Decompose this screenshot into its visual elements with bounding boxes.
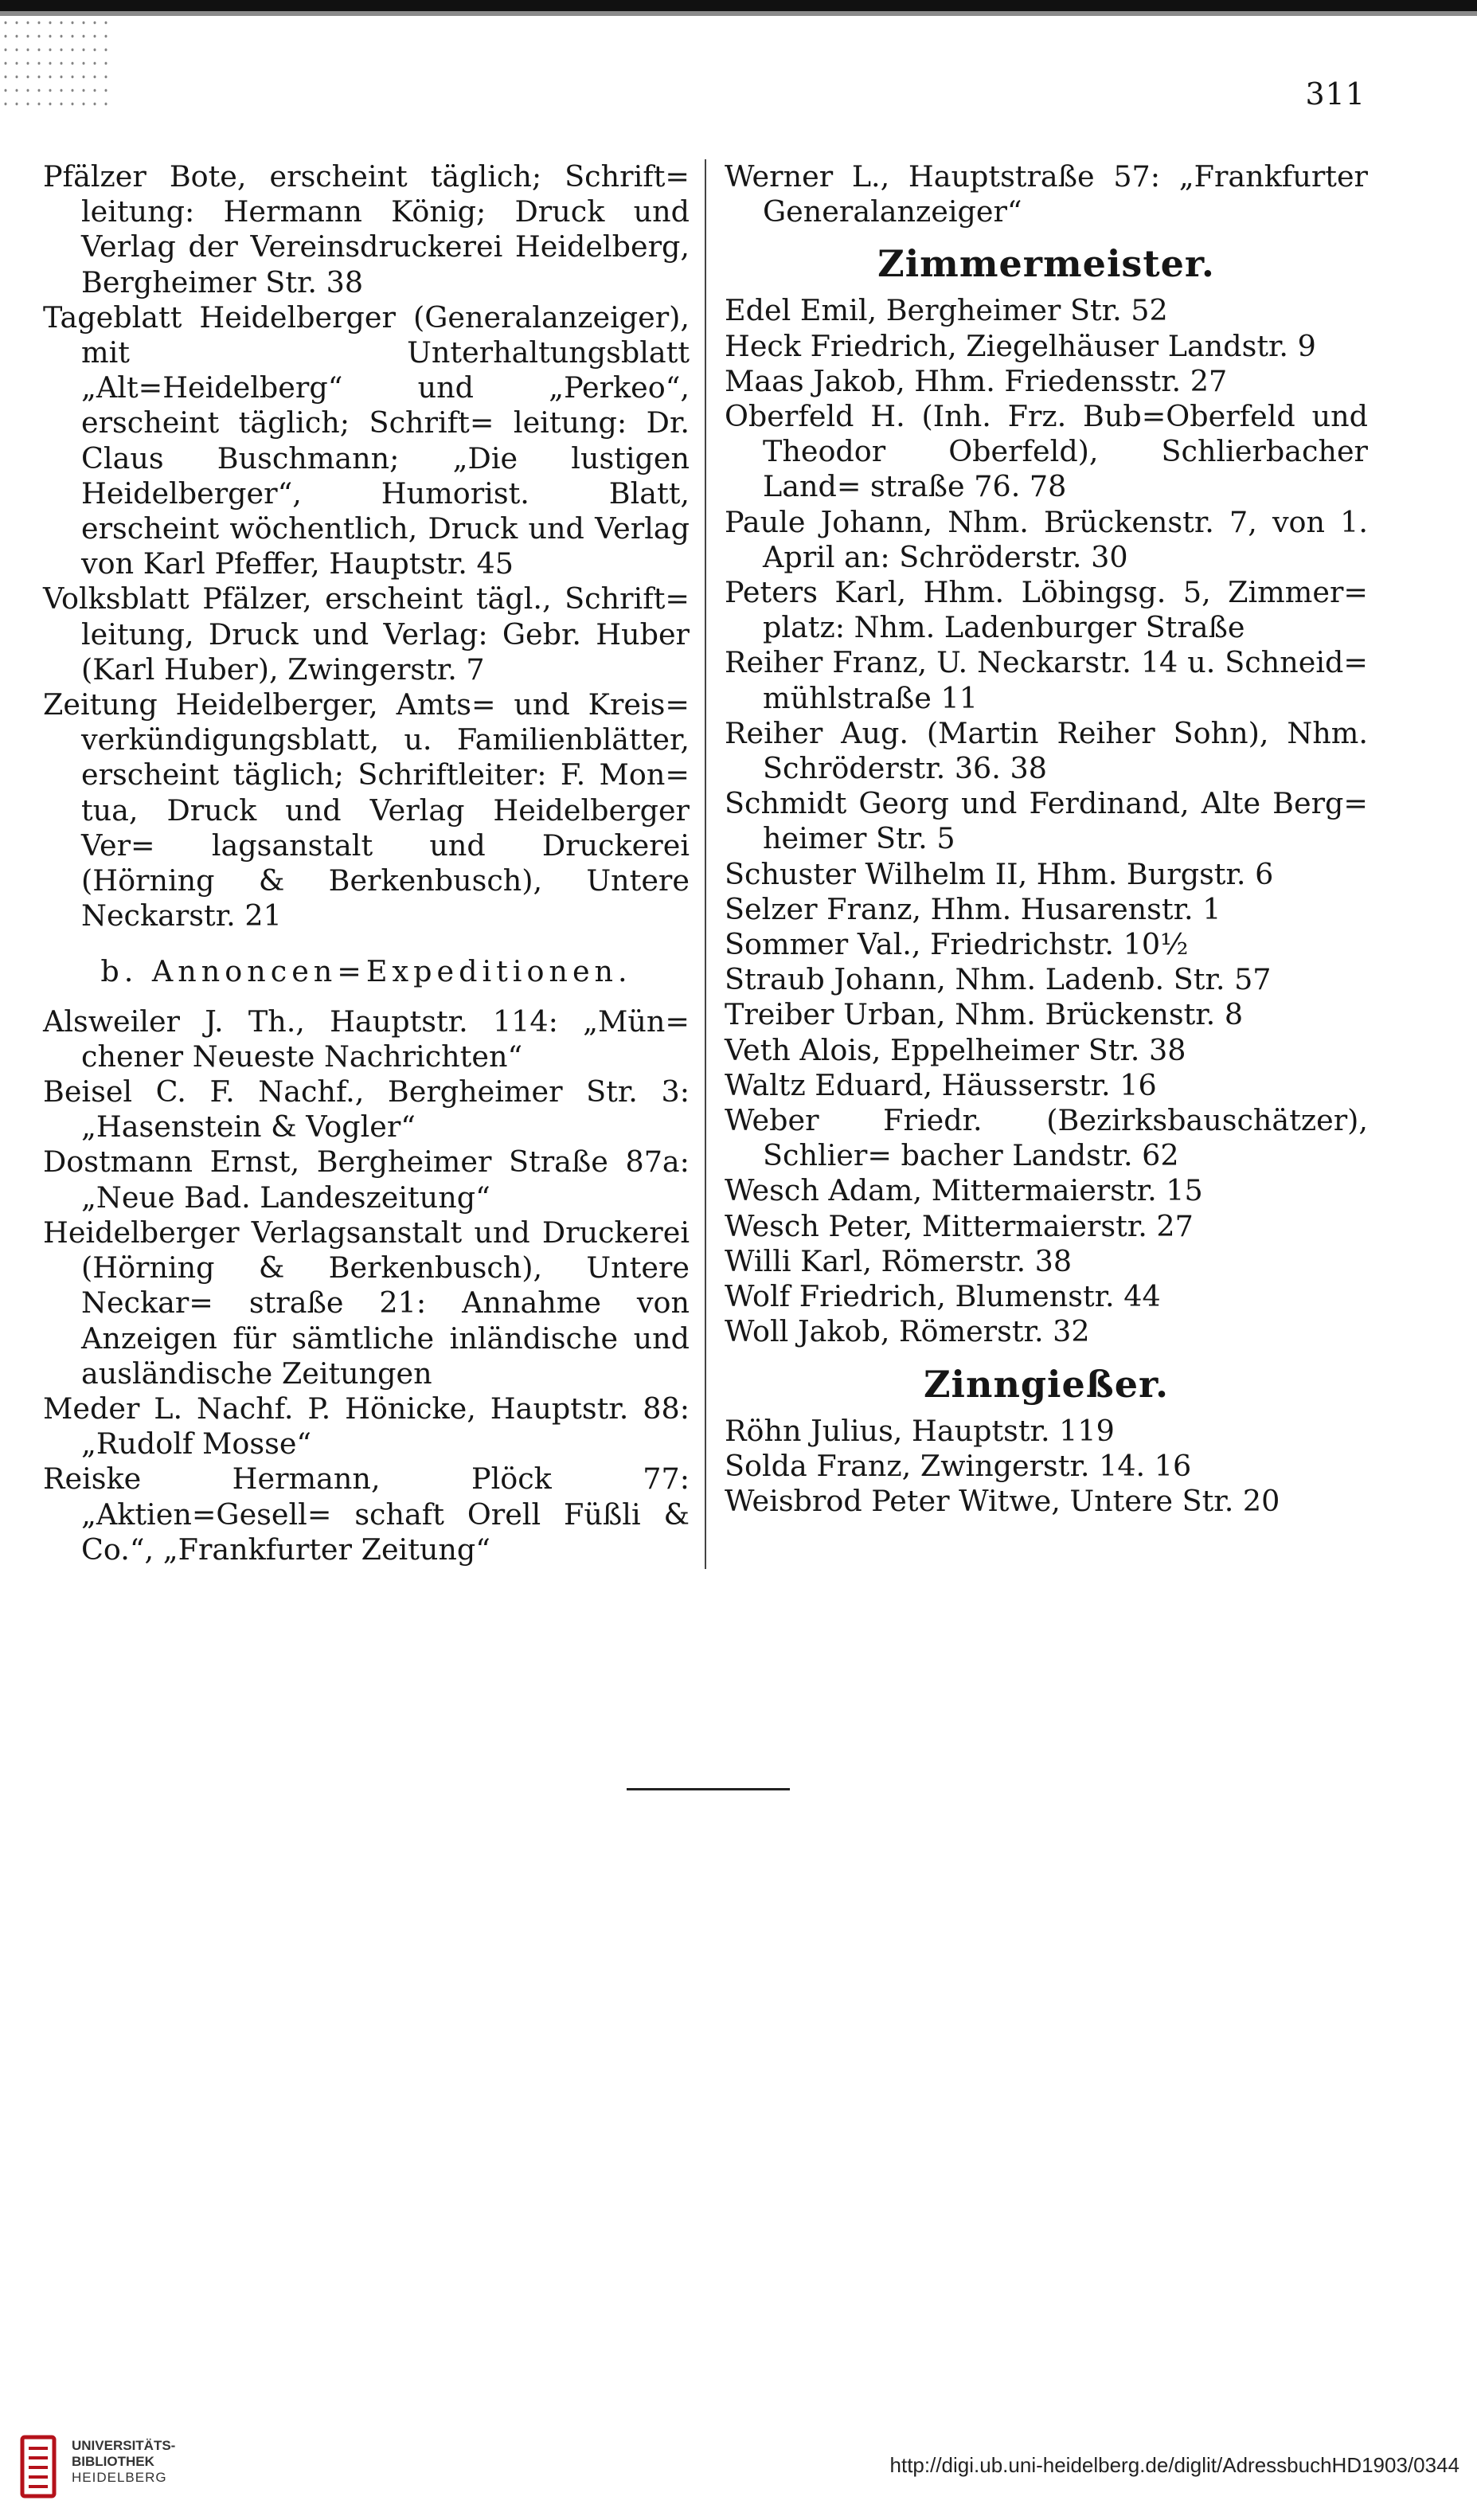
section-heading-zimmermeister: Zimmermeister. bbox=[877, 242, 1215, 286]
directory-entry: Werner L., Hauptstraße 57: „Frankfurter Generalanzeiger“ bbox=[725, 159, 1368, 229]
logo-line-2: BIBLIOTHEK bbox=[72, 2454, 154, 2469]
source-url-link[interactable]: http://digi.ub.uni-heidelberg.de/diglit/AdressbuchHD1903/0344 bbox=[889, 2453, 1459, 2477]
section-subheading: b. Annoncen=Expeditionen. bbox=[100, 954, 632, 989]
directory-entry: Alsweiler J. Th., Hauptstr. 114: „Mün= chener Neueste Nachrichten“ bbox=[43, 1004, 690, 1074]
directory-entry: Solda Franz, Zwingerstr. 14. 16 bbox=[725, 1448, 1192, 1483]
right-entries-top bbox=[725, 159, 1368, 229]
left-entries-agencies bbox=[43, 1004, 690, 1567]
library-logo-text bbox=[72, 2438, 175, 2486]
directory-entry: Reiske Hermann, Plöck 77: „Aktien=Gesell= schaft Orell Füßli & Co.“, „Frankfurter Zeitung“ bbox=[43, 1462, 690, 1567]
right-column bbox=[725, 159, 1368, 1519]
page-number: 311 bbox=[1305, 76, 1366, 112]
directory-entry: Veth Alois, Eppelheimer Str. 38 bbox=[725, 1032, 1186, 1067]
directory-entry: Wolf Friedrich, Blumenstr. 44 bbox=[725, 1279, 1161, 1314]
left-column bbox=[43, 159, 690, 1567]
directory-entry: Heidelberger Verlagsanstalt und Druckerei (Hörning & Berkenbusch), Untere Neckar= straße 21: Annahme von Anzeigen für sämtliche inländische und ausländische Zeitungen bbox=[43, 1215, 690, 1391]
logo-line-1: UNIVERSITÄTS- bbox=[72, 2438, 176, 2453]
directory-entry: Beisel C. F. Nachf., Bergheimer Str. 3: „Hasenstein & Vogler“ bbox=[43, 1074, 690, 1145]
directory-entry: Weber Friedr. (Bezirksbauschätzer), Schlier= bacher Landstr. 62 bbox=[725, 1103, 1368, 1173]
directory-entry: Röhn Julius, Hauptstr. 119 bbox=[725, 1413, 1115, 1448]
end-rule bbox=[627, 1788, 790, 1790]
right-entries-zinngiesser bbox=[725, 1414, 1368, 1520]
directory-entry: Dostmann Ernst, Bergheimer Straße 87a: „Neue Bad. Landeszeitung“ bbox=[43, 1145, 690, 1215]
library-logo-icon bbox=[18, 2431, 59, 2502]
directory-entry: Wesch Adam, Mittermaierstr. 15 bbox=[725, 1173, 1203, 1208]
directory-entry: Edel Emil, Bergheimer Str. 52 bbox=[725, 293, 1168, 328]
directory-entry: Wesch Peter, Mittermaierstr. 27 bbox=[725, 1208, 1194, 1243]
directory-entry: Sommer Val., Friedrichstr. 10½ bbox=[725, 927, 1189, 962]
logo-line-3: HEIDELBERG bbox=[72, 2470, 167, 2485]
directory-entry: Reiher Franz, U. Neckarstr. 14 u. Schneid= mühlstraße 11 bbox=[725, 645, 1368, 715]
directory-entry: Zeitung Heidelberger, Amts= und Kreis= verkündigungsblatt, u. Familienblätter, erscheint täglich; Schriftleiter: F. Mon= tua, Druck und Verlag Heidelberger Ver= lagsanstalt und Druckerei (Hörning & Berkenbusch), Untere Neckarstr. 21 bbox=[43, 687, 690, 933]
directory-entry: Woll Jakob, Römerstr. 32 bbox=[725, 1314, 1090, 1349]
directory-entry: Peters Karl, Hhm. Löbingsg. 5, Zimmer= platz: Nhm. Ladenburger Straße bbox=[725, 575, 1368, 645]
directory-entry: Waltz Eduard, Häusserstr. 16 bbox=[725, 1067, 1157, 1102]
directory-entry: Maas Jakob, Hhm. Friedensstr. 27 bbox=[725, 363, 1228, 398]
directory-entry: Meder L. Nachf. P. Hönicke, Hauptstr. 88: „Rudolf Mosse“ bbox=[43, 1391, 690, 1462]
directory-entry: Treiber Urban, Nhm. Brückenstr. 8 bbox=[725, 997, 1244, 1032]
directory-entry: Schmidt Georg und Ferdinand, Alte Berg= heimer Str. 5 bbox=[725, 786, 1368, 856]
scan-top-edge bbox=[0, 0, 1477, 11]
scan-top-shadow bbox=[0, 11, 1477, 16]
directory-entry: Pfälzer Bote, erscheint täglich; Schrift= leitung: Hermann König; Druck und Verlag der Vereinsdruckerei Heidelberg, Bergheimer Str. 38 bbox=[43, 159, 690, 299]
left-entries-newspapers bbox=[43, 159, 690, 933]
column-divider bbox=[705, 159, 706, 1569]
directory-entry: Oberfeld H. (Inh. Frz. Bub=Oberfeld und Theodor Oberfeld), Schlierbacher Land= straße 76. 78 bbox=[725, 399, 1368, 504]
scan-specks bbox=[0, 16, 111, 112]
directory-entry: Heck Friedrich, Ziegelhäuser Landstr. 9 bbox=[725, 328, 1316, 363]
right-entries-zimmermeister bbox=[725, 293, 1368, 1349]
directory-entry: Schuster Wilhelm II, Hhm. Burgstr. 6 bbox=[725, 856, 1274, 891]
directory-entry: Tageblatt Heidelberger (Generalanzeiger), mit Unterhaltungsblatt „Alt=Heidelberg“ und „Perkeo“, erscheint täglich; Schrift= leitung: Dr. Claus Buschmann; „Die lustigen Heidelberger“, Humorist. Blatt, erscheint wöchentlich, Druck und Verlag von Karl Pfeffer, Hauptstr. 45 bbox=[43, 299, 690, 581]
section-heading-zinngiesser: Zinngießer. bbox=[923, 1362, 1170, 1406]
directory-entry: Willi Karl, Römerstr. 38 bbox=[725, 1243, 1073, 1278]
directory-entry: Reiher Aug. (Martin Reiher Sohn), Nhm. Schröderstr. 36. 38 bbox=[725, 715, 1368, 786]
directory-entry: Paule Johann, Nhm. Brückenstr. 7, von 1. April an: Schröderstr. 30 bbox=[725, 504, 1368, 574]
directory-entry: Selzer Franz, Hhm. Husarenstr. 1 bbox=[725, 891, 1221, 926]
directory-entry: Straub Johann, Nhm. Ladenb. Str. 57 bbox=[725, 962, 1272, 997]
directory-entry: Weisbrod Peter Witwe, Untere Str. 20 bbox=[725, 1483, 1280, 1518]
directory-entry: Volksblatt Pfälzer, erscheint tägl., Schrift= leitung, Druck und Verlag: Gebr. Huber (Karl Huber), Zwingerstr. 7 bbox=[43, 581, 690, 687]
